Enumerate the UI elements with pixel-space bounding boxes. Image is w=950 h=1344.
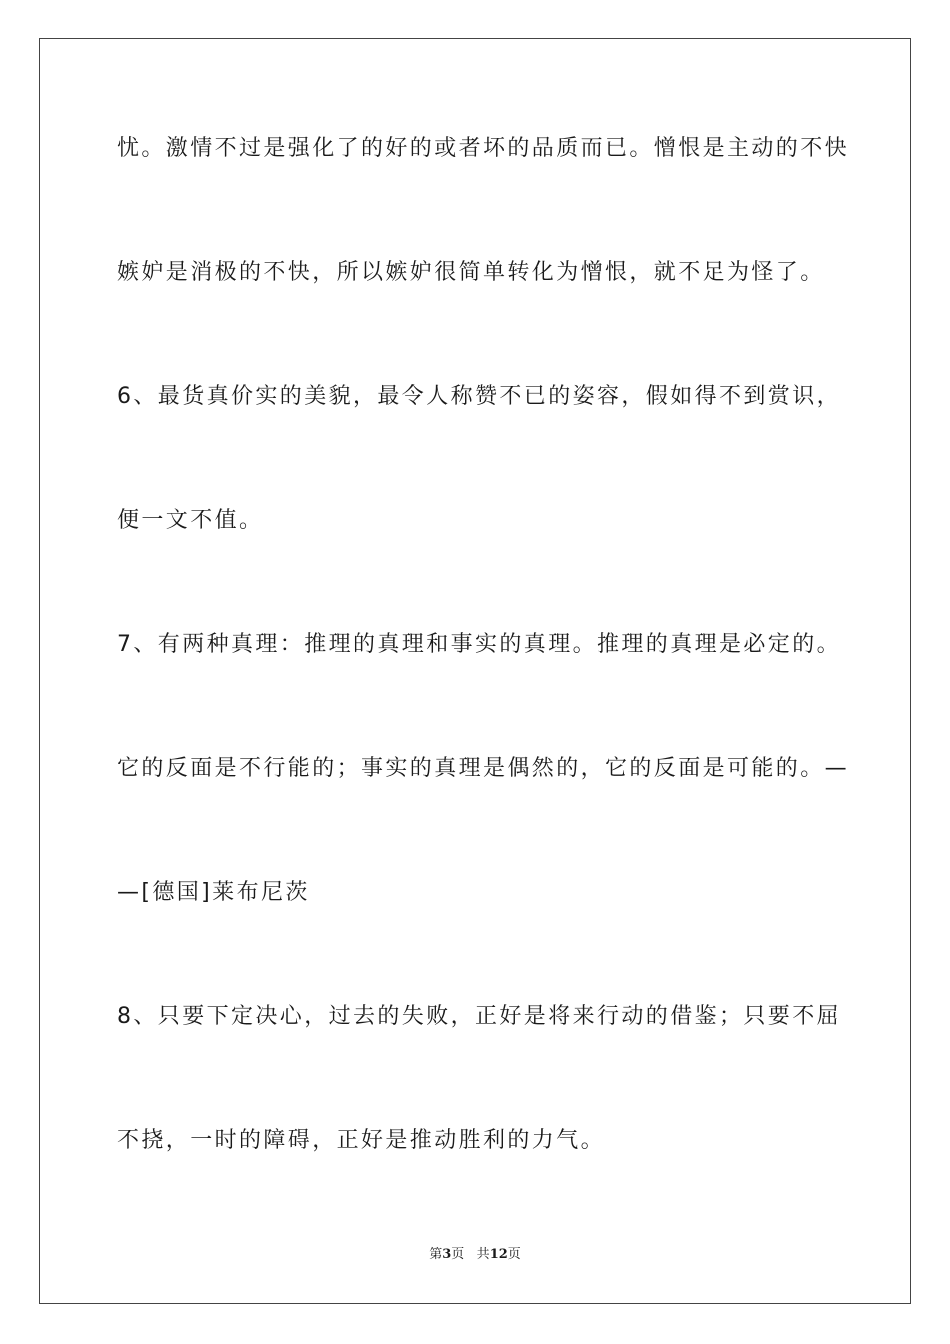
text-line-2: 嫉妒是消极的不快，所以嫉妒很简单转化为憎恨，就不足为怪了。 [117, 260, 825, 285]
footer-page-prefix: 第 [429, 1247, 443, 1262]
text-line-6: 它的反面是不行能的；事实的真理是偶然的，它的反面是可能的。— [117, 756, 850, 781]
text-line-3: 6、最货真价实的美貌，最令人称赞不已的姿容，假如得不到赏识， [117, 384, 841, 409]
footer-page-suffix: 页 [451, 1247, 465, 1262]
footer-page-number: 3 [442, 1247, 452, 1262]
page-footer [0, 1246, 950, 1264]
text-line-5: 7、有两种真理：推理的真理和事实的真理。推理的真理是必定的。 [117, 632, 841, 657]
text-line-8: 8、只要下定决心，过去的失败，正好是将来行动的借鉴；只要不屈 [117, 1004, 841, 1029]
footer-total-prefix: 共 [476, 1247, 490, 1262]
text-line-7: —[德国]莱布尼茨 [117, 880, 310, 905]
text-line-1: 忧。激情不过是强化了的好的或者坏的品质而已。憎恨是主动的不快 [117, 136, 850, 161]
text-line-9: 不挠，一时的障碍，正好是推动胜利的力气。 [117, 1128, 606, 1153]
footer-total-suffix: 页 [507, 1247, 521, 1262]
text-line-4: 便一文不值。 [117, 508, 264, 533]
page-frame [39, 38, 911, 1304]
footer-total-pages: 12 [489, 1247, 508, 1262]
